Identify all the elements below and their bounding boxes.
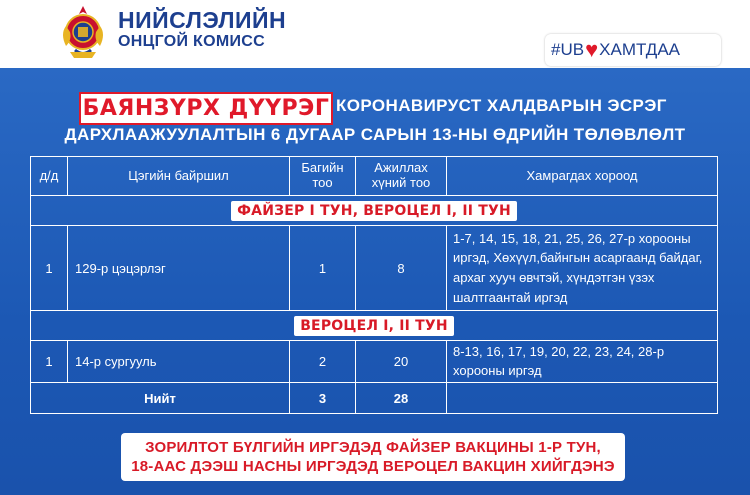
header-num: д/д: [30, 156, 68, 196]
table-cell-staff: 20: [355, 340, 447, 383]
org-name-line2: ОНЦГОЙ КОМИСС: [118, 33, 265, 51]
hashtag-badge: [545, 34, 721, 66]
header: [0, 0, 750, 68]
table-cell-staff: 8: [355, 225, 447, 311]
footer-line2: 18-ААС ДЭЭШ НАСНЫ ИРГЭДЭД ВЕРОЦЕЛ ВАКЦИН ХИЙГДЭНЭ: [131, 458, 615, 475]
table-cell-location: 14-р сургууль: [67, 340, 290, 383]
header-location: Цэгийн байршил: [67, 156, 290, 196]
heart-icon: ♥: [585, 37, 599, 62]
title-line2: ДАРХЛААЖУУЛАЛТЫН 6 ДУГААР САРЫН 13-НЫ ӨДРИЙН ТӨЛӨВЛӨЛТ: [64, 125, 686, 144]
section-label: ВЕРОЦЕЛ I, II ТУН: [294, 316, 454, 336]
title-line1: КОРОНАВИРУСТ ХАЛДВАРЫН ЭСРЭГ: [336, 96, 667, 115]
header-staff: Ажиллах хүний тоо: [355, 156, 447, 196]
main-panel: [0, 68, 750, 495]
table-cell-coverage: 8-13, 16, 17, 19, 20, 22, 23, 24, 28-р хорооны иргэд: [446, 340, 718, 383]
total-staff: 28: [355, 382, 447, 414]
header-teams: Багийн тоо: [289, 156, 356, 196]
header-coverage: Хамрагдах хороод: [446, 156, 718, 196]
total-coverage: [446, 382, 718, 414]
section-label: ФАЙЗЕР I ТУН, ВЕРОЦЕЛ I, II ТУН: [231, 201, 517, 221]
table-cell-num: 1: [30, 340, 68, 383]
table-cell-teams: 2: [289, 340, 356, 383]
table-cell-num: 1: [30, 225, 68, 311]
org-name: [118, 8, 286, 51]
footer-line1: ЗОРИЛТОТ БҮЛГИЙН ИРГЭДЭД ФАЙЗЕР ВАКЦИНЫ 1-Р ТУН,: [145, 438, 601, 456]
table-cell-coverage: 1-7, 14, 15, 18, 21, 25, 26, 27-р хорооны иргэд, Хөхүүл,байнгын асаргаанд байдаг, архаг хууч өвчтэй, хүндэтгэн үзэх шалтгаантай иргэд: [446, 225, 718, 311]
section-band: [30, 310, 718, 341]
org-name-line1: НИЙСЛЭЛИЙН: [118, 7, 287, 33]
mongolia-state-emblem-icon: [58, 4, 108, 60]
footer-notice: [121, 433, 625, 481]
table-cell-teams: 1: [289, 225, 356, 311]
table-cell-location: 129-р цэцэрлэг: [67, 225, 290, 311]
total-teams: 3: [289, 382, 356, 414]
total-label: Нийт: [30, 382, 290, 414]
district-title: БАЯНЗҮРХ ДҮҮРЭГ: [79, 92, 333, 125]
hashtag-suffix: ХАМТДАА: [599, 40, 680, 59]
hashtag-prefix: #UB: [551, 40, 585, 59]
section-band: [30, 195, 718, 226]
